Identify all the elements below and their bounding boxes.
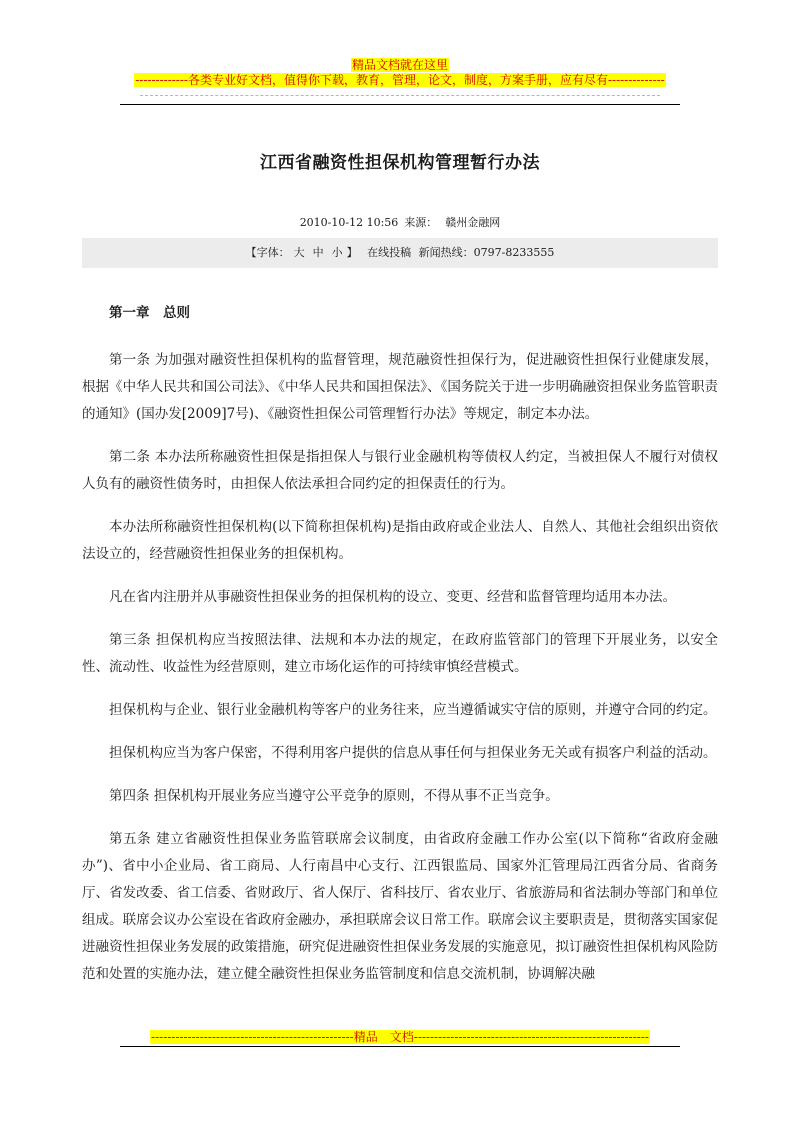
- font-size-large-button[interactable]: 大: [293, 246, 305, 259]
- article-title: 江西省融资性担保机构管理暂行办法: [260, 153, 540, 173]
- article-paragraph: 第一条 为加强对融资性担保机构的监督管理，规范融资性担保行为，促进融资性担保行业健康发展，根据《中华人民共和国公司法》、《中华人民共和国担保法》、《国务院关于进一步明确融资担保业务监管职责的通知》(国办发[2009]7号)、《融资性担保公司管理暂行办法》等规定，制定本办法。: [82, 352, 718, 422]
- font-size-label: 【字体：: [245, 246, 290, 259]
- footer-banner: [0, 1030, 800, 1045]
- hotline-number: 0797-8233555: [473, 246, 555, 259]
- header-banner-title-text: 精品文档就在这里: [351, 58, 448, 72]
- article-meta: [0, 214, 800, 230]
- footer-banner-text: --------------------------------------------------精品 文档----------------------------------------------------------: [151, 1030, 649, 1044]
- hotline-label: 新闻热线：: [418, 246, 474, 259]
- font-size-label-close: 】: [346, 246, 358, 259]
- article-source-label: 来源：: [404, 216, 438, 229]
- font-size-medium-button[interactable]: 中: [312, 246, 324, 259]
- article-paragraph: 第三条 担保机构应当按照法律、法规和本办法的规定，在政府监管部门的管理下开展业务，以安全性、流动性、收益性为经营原则，建立市场化运作的可持续审慎经营模式。: [82, 632, 718, 675]
- header-banner-subtitle-text: -------------各类专业好文档，值得你下载，教育，管理，论文，制度，方案手册，应有尽有--------------: [135, 73, 665, 87]
- article-paragraph: 本办法所称融资性担保机构(以下简称担保机构)是指由政府或企业法人、自然人、其他社会组织出资依法设立的，经营融资性担保业务的担保机构。: [82, 519, 718, 562]
- header-rule: [120, 104, 680, 105]
- article-toolbar: [82, 238, 718, 268]
- article-paragraph: 第二条 本办法所称融资性担保是指担保人与银行业金融机构等债权人约定，当被担保人不履行对债权人负有的融资性债务时，由担保人依法承担合同约定的担保责任的行为。: [82, 449, 718, 492]
- header-dashed-divider: [140, 95, 660, 96]
- footer-rule: [120, 1046, 680, 1047]
- article-paragraph: 第四条 担保机构开展业务应当遵守公平竞争的原则，不得从事不正当竞争。: [109, 788, 559, 804]
- article-paragraph: 担保机构应当为客户保密，不得利用客户提供的信息从事任何与担保业务无关或有损客户利益的活动。: [109, 745, 717, 761]
- header-banner-title: [0, 58, 800, 73]
- font-size-small-button[interactable]: 小: [331, 246, 343, 259]
- article-paragraph: 第五条 建立省融资性担保业务监管联席会议制度，由省政府金融工作办公室(以下简称“省政府金融办”)、省中小企业局、省工商局、人行南昌中心支行、江西银监局、国家外汇管理局江西省分局、省商务厅、省发改委、省工信委、省财政厅、省人保厅、省科技厅、省农业厅、省旅游局和省法制办等部门和单位组成。联席会议办公室设在省政府金融办，承担联席会议日常工作。联席会议主要职责是，贯彻落实国家促进融资性担保业务发展的政策措施，研究促进融资性担保业务发展的实施意见，拟订融资性担保机构风险防范和处置的实施办法，建立健全融资性担保业务监管制度和信息交流机制，协调解决融: [82, 831, 718, 982]
- chapter-heading: 第一章 总则: [109, 305, 190, 321]
- submit-article-link[interactable]: 在线投稿: [367, 246, 412, 259]
- article-paragraph: 担保机构与企业、银行业金融机构等客户的业务往来，应当遵循诚实守信的原则，并遵守合同的约定。: [109, 702, 717, 718]
- article-body: [82, 300, 718, 988]
- article-paragraph: 凡在省内注册并从事融资性担保业务的担保机构的设立、变更、经营和监督管理均适用本办法。: [109, 589, 676, 605]
- article-datetime: 2010-10-12 10:56: [299, 216, 399, 229]
- header-banner-subtitle: [0, 73, 800, 88]
- article-source: 赣州金融网: [445, 216, 501, 229]
